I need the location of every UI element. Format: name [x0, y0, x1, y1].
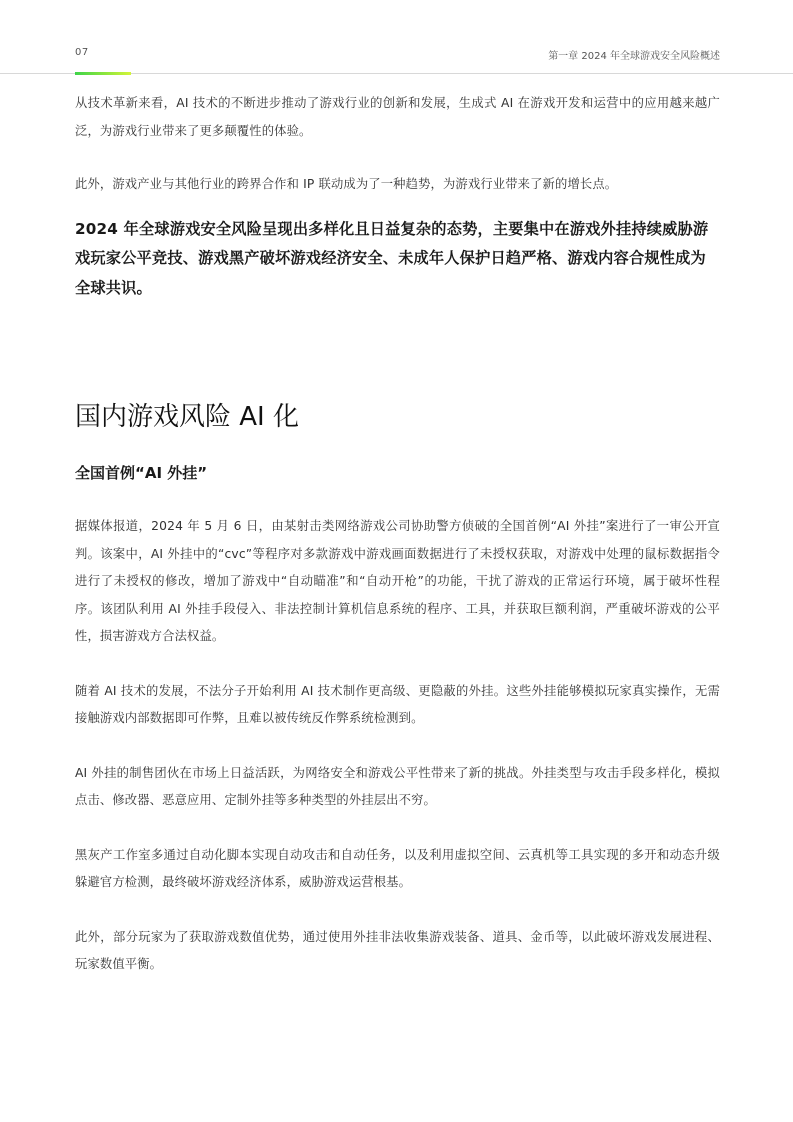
page-content: [75, 90, 720, 979]
body-paragraph-2: 随着 AI 技术的发展，不法分子开始利用 AI 技术制作更高级、更隐蔽的外挂。这些外挂能够模拟玩家真实操作，无需接触游戏内部数据即可作弊，且难以被传统反作弊系统检测到。: [75, 683, 720, 725]
body-paragraph-4: 黑灰产工作室多通过自动化脚本实现自动攻击和自动任务，以及利用虚拟空间、云真机等工具实现的多开和动态升级躲避官方检测，最终破坏游戏经济体系，威胁游戏运营根基。: [75, 847, 720, 889]
subsection-title: 全国首例“AI 外挂”: [75, 464, 208, 482]
intro-paragraph-2: 此外，游戏产业与其他行业的跨界合作和 IP 联动成为了一种趋势，为游戏行业带来了新的增长点。: [75, 177, 618, 191]
body-paragraph-1: 据媒体报道，2024 年 5 月 6 日，由某射击类网络游戏公司协助警方侦破的全国首例“AI 外挂”案进行了一审公开宣判。该案中，AI 外挂中的“cvc”等程序对多款游戏中游戏画面数据进行了未授权获取，对游戏中处理的鼠标数据指令进行了未授权的修改，增加了游戏中“自动瞄准”和“自动开枪”的功能，干扰了游戏的正常运行环境，属于破坏性程序。该团队利用 AI 外挂手段侵入、非法控制计算机信息系统的程序、工具，并获取巨额利润，严重破坏游戏的公平性，损害游戏方合法权益。: [75, 519, 720, 643]
header-accent-bar: [75, 72, 131, 75]
body-paragraph-5: 此外，部分玩家为了获取游戏数值优势，通过使用外挂非法收集游戏装备、道具、金币等，以此破坏游戏发展进程、玩家数值平衡。: [75, 929, 720, 971]
chapter-title: 第一章 2024 年全球游戏安全风险概述: [548, 51, 720, 62]
intro-paragraph-1: 从技术革新来看，AI 技术的不断进步推动了游戏行业的创新和发展，生成式 AI 在游戏开发和运营中的应用越来越广泛，为游戏行业带来了更多颠覆性的体验。: [75, 96, 720, 138]
page-number: 07: [75, 47, 89, 58]
body-paragraph-3: AI 外挂的制售团伙在市场上日益活跃，为网络安全和游戏公平性带来了新的挑战。外挂类型与攻击手段多样化，模拟点击、修改器、恶意应用、定制外挂等多种类型的外挂层出不穷。: [75, 765, 720, 807]
highlight-paragraph: 2024 年全球游戏安全风险呈现出多样化且日益复杂的态势，主要集中在游戏外挂持续威胁游戏玩家公平竞技、游戏黑产破坏游戏经济安全、未成年人保护日趋严格、游戏内容合规性成为全球共识。: [75, 219, 709, 297]
section-title: 国内游戏风险 AI 化: [75, 402, 299, 432]
page-header: [0, 0, 793, 80]
